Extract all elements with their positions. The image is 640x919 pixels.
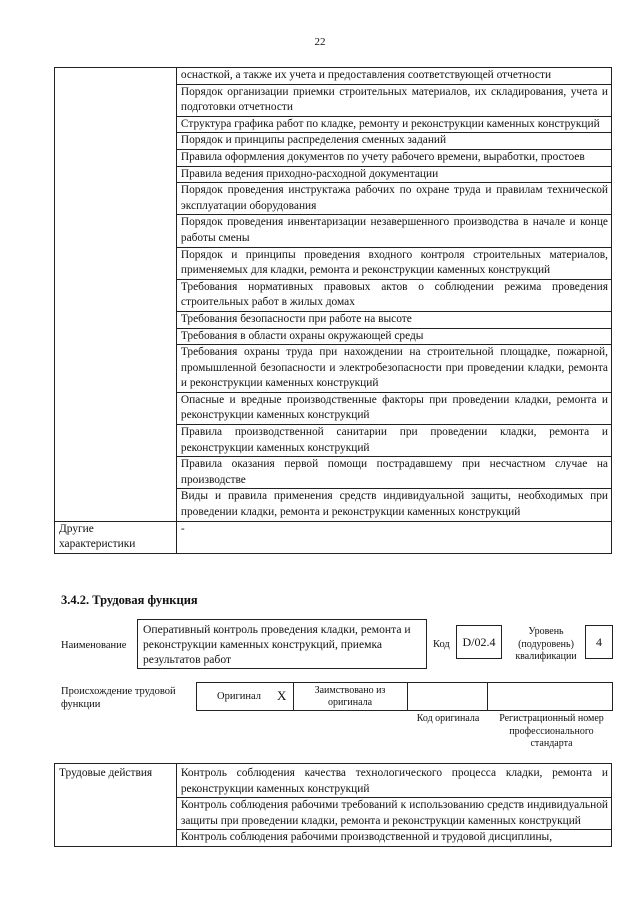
table-row: Правила ведения приходно-расходной документации — [176, 166, 611, 183]
table-row: Структура графика работ по кладке, ремонту и реконструкции каменных конструкций — [176, 116, 611, 133]
table-row: Контроль соблюдения качества технологического процесса кладки, ремонта и реконструкции каменных конструкций — [176, 764, 611, 798]
divider — [487, 683, 488, 710]
table-row: Требования нормативных правовых актов о соблюдении режима проведения строительных работ в жилых домах — [176, 279, 611, 311]
table-row: Требования охраны труда при нахождении на строительной площадке, пожарной, промышленной безопасности и электробезопасности при проведении кладки, ремонта и реконструкции каменных конструкций — [176, 345, 611, 393]
requirements-table — [54, 67, 612, 554]
table-row: Требования в области охраны окружающей среды — [176, 328, 611, 345]
code-label: Код — [433, 639, 450, 650]
table-row: Контроль соблюдения рабочими производственной и трудовой дисциплины, — [176, 830, 611, 847]
origin-row — [196, 682, 613, 711]
function-code-field: D/02.4 — [456, 625, 502, 659]
labor-actions-table — [54, 763, 612, 847]
table-row: Порядок организации приемки строительных материалов, их складирования, учета и подготовки отчетности — [176, 84, 611, 116]
divider — [293, 683, 294, 710]
other-characteristics-label: Другие характеристики — [55, 521, 177, 553]
table-row: Правила производственной санитарии при проведении кладки, ремонта и реконструкции каменных конструкций — [176, 425, 611, 457]
table-row: Требования безопасности при работе на высоте — [176, 311, 611, 328]
function-name-field: Оперативный контроль проведения кладки, ремонта и реконструкции каменных конструкций, приемка результатов работ — [137, 619, 427, 669]
borrowed-label: Заимствовано из оригинала — [314, 685, 386, 708]
table-row: оснасткой, а также их учета и предоставления соответствующей отчетности — [176, 68, 611, 85]
table-row: Контроль соблюдения рабочими требований к использованию средств индивидуальной защиты при проведении кладки, ремонта и реконструкции каменных конструкций — [176, 798, 611, 830]
requirements-label-cell — [55, 68, 177, 522]
table-row: Порядок и принципы проведения входного контроля строительных материалов, применяемых для кладки, ремонта и реконструкции каменных конструкций — [176, 247, 611, 279]
page-number: 22 — [314, 36, 326, 48]
registration-number-caption: Регистрационный номер профессионального стандарта — [499, 713, 604, 749]
section-heading: 3.4.2. Трудовая функция — [61, 593, 198, 607]
divider — [407, 683, 408, 710]
qualification-level-field: 4 — [585, 625, 613, 659]
table-row: Опасные и вредные производственные факторы при проведении кладки, ремонта и реконструкции каменных конструкций — [176, 392, 611, 424]
table-row: Порядок проведения инвентаризации незавершенного производства в начале и конце работы смены — [176, 215, 611, 247]
other-characteristics-value: - — [176, 521, 611, 553]
origin-label: Происхождение трудовой функции — [61, 686, 176, 710]
original-code-caption: Код оригинала — [416, 713, 480, 724]
table-row: Виды и правила применения средств индивидуальной защиты, необходимых при проведении кладки, ремонта и реконструкции каменных конструкций — [176, 489, 611, 521]
labor-actions-label: Трудовые действия — [55, 764, 177, 847]
table-row: Порядок проведения инструктажа рабочих по охране труда и правилам технической эксплуатации оборудования — [176, 183, 611, 215]
qualification-level-label: Уровень (подуровень) квалификации — [515, 626, 577, 662]
table-row: Правила оформления документов по учету рабочего времени, выработки, простоев — [176, 149, 611, 166]
name-label: Наименование — [61, 640, 127, 651]
table-row: Порядок и принципы распределения сменных заданий — [176, 133, 611, 150]
table-row: Правила оказания первой помощи пострадавшему при несчастном случае на производстве — [176, 457, 611, 489]
original-label: Оригинал — [217, 691, 261, 702]
original-mark: X — [277, 688, 287, 703]
